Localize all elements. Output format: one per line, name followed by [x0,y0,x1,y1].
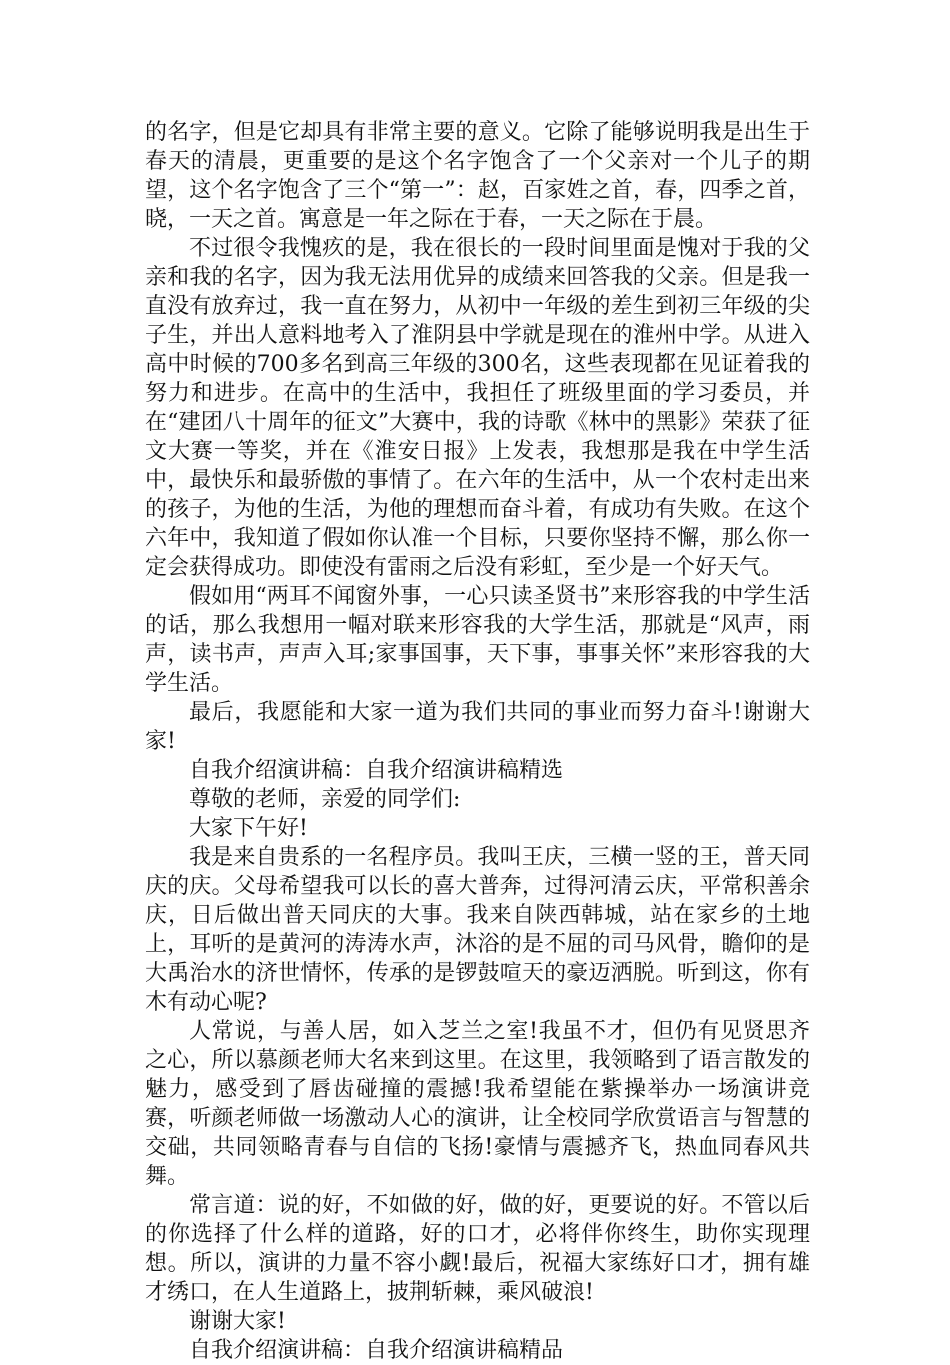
paragraph-self-intro: 我是来自贵系的一名程序员。我叫王庆，三横一竖的王，普天同庆的庆。父母希望我可以长的喜大普奔，过得河清云庆，平常积善余庆，日后做出普天同庆的大事。我来自陕西韩城，站在家乡的土地上，耳听的是黄河的涛涛水声，沐浴的是不屈的司马风骨，瞻仰的是大禹治水的济世情怀，传承的是锣鼓喧天的豪迈洒脱。听到这，你有木有动心呢? [145,845,810,1015]
thanks-line: 谢谢大家! [189,1309,286,1334]
section-title-selected: 自我介绍演讲稿：自我介绍演讲稿精选 [189,758,564,783]
paragraph-eloquence: 常言道：说的好，不如做的好，做的好，更要说的好。不管以后的你选择了什么样的道路，好的口才，必将伴你终生，助你实现理想。所以，演讲的力量不容小觑!最后，祝福大家练好口才，拥有雄才绣口，在人生道路上，披荆斩棘，乘风破浪! [145,1193,810,1305]
greeting: 大家下午好! [189,816,308,841]
paragraph-name-meaning: 的名字，但是它却具有非常主要的意义。它除了能够说明我是出生于春天的清晨，更重要的是这个名字饱含了一个父亲对一个儿子的期望，这个名字饱含了三个“第一”：赵，百家姓之首，春，四季之首，晓，一天之首。寓意是一年之际在于春，一天之际在于晨。 [145,120,810,232]
document-body [145,118,810,1365]
paragraph-closing: 最后，我愿能和大家一道为我们共同的事业而努力奋斗!谢谢大家! [145,700,810,754]
section-title-premium: 自我介绍演讲稿：自我介绍演讲稿精品 [189,1338,564,1363]
paragraph-school-years: 不过很令我愧疚的是，我在很长的一段时间里面是愧对于我的父亲和我的名字，因为我无法用优异的成绩来回答我的父亲。但是我一直没有放弃过，我一直在努力，从初中一年级的差生到初三年级的尖子生，并出人意料地考入了淮阴县中学就是现在的淮州中学。从进入高中时候的700多名到高三年级的300名，这些表现都在见证着我的努力和进步。在高中的生活中，我担任了班级里面的学习委员，并在“建团八十周年的征文”大赛中，我的诗歌《林中的黑影》荣获了征文大赛一等奖，并在《淮安日报》上发表，我想那是我在中学生活中，最快乐和最骄傲的事情了。在六年的生活中，从一个农村走出来的孩子，为他的生活，为他的理想而奋斗着，有成功有失败。在这个六年中，我知道了假如你认准一个目标，只要你坚持不懈，那么你一定会获得成功。即使没有雷雨之后没有彩虹，至少是一个好天气。 [145,236,811,580]
paragraph-speech-hope: 人常说，与善人居，如入芝兰之室!我虽不才，但仍有见贤思齐之心，所以慕颜老师大名来到这里。在这里，我领略到了语言散发的魅力，感受到了唇齿碰撞的震撼!我希望能在紫操举办一场演讲竞赛，听颜老师做一场激动人心的演讲，让全校同学欣赏语言与智慧的交础，共同领略青春与自信的飞扬!豪情与震撼齐飞，热血同春风共舞。 [145,1019,810,1189]
paragraph-university-life: 假如用“两耳不闻窗外事，一心只读圣贤书”来形容我的中学生活的话，那么我想用一幅对联来形容我的大学生活，那就是“风声，雨声，读书声，声声入耳;家事国事，天下事，事事关怀”来形容我的大学生活。 [145,584,810,696]
salutation: 尊敬的老师，亲爱的同学们: [189,787,461,812]
